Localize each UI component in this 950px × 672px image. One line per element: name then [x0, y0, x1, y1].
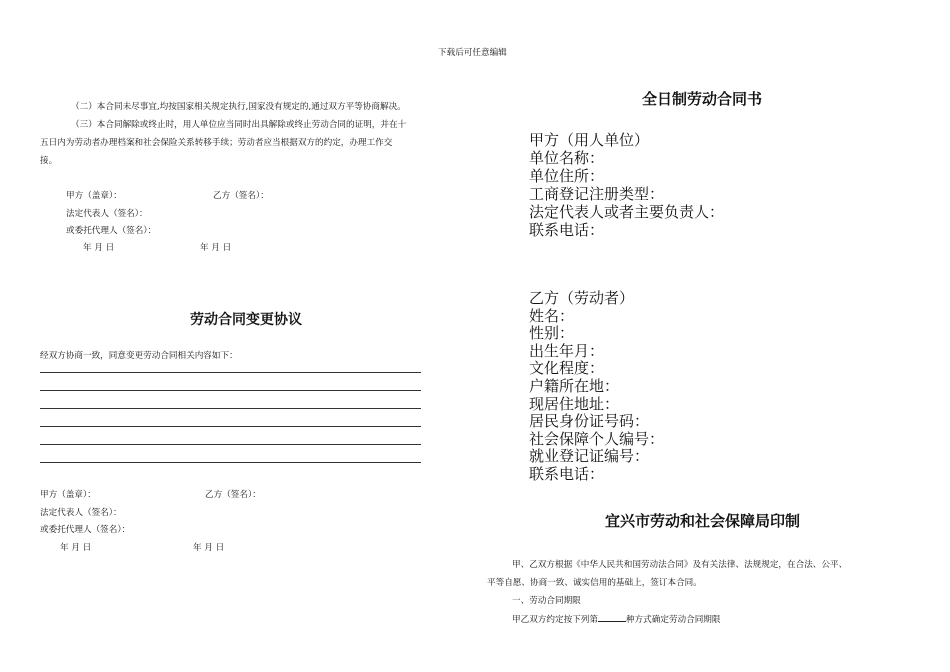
section-1-heading: 一、劳动合同期限 [512, 596, 581, 606]
employer-field: 法定代表人或者主要负责人： [529, 203, 725, 221]
employee-field: 出生年月： [529, 341, 605, 360]
employer-field: 单位住所： [529, 167, 605, 185]
blank-line [40, 372, 421, 373]
sign2-party-b: 乙方（签名）： [205, 490, 261, 500]
employee-field: 户籍所在地： [529, 376, 620, 395]
sign1-date-a: 年 月 日 [83, 243, 115, 253]
employer-block [529, 131, 724, 239]
employee-field: 文化程度： [529, 359, 605, 378]
blank-line [40, 444, 421, 445]
employee-field: 居民身份证号码： [529, 412, 650, 431]
term-blank [598, 612, 626, 622]
blank-line [40, 426, 421, 427]
sign2-party-a: 甲方（盖章）： [40, 490, 96, 500]
sign1-legal-rep: 法定代表人（签名）： [66, 209, 148, 219]
sign1-party-a: 甲方（盖章）： [66, 191, 122, 201]
employer-field: 工商登记注册类型： [529, 185, 665, 203]
employer-field: 联系电话： [529, 221, 605, 239]
clause-2: （二）本合同未尽事宜,均按国家相关规定执行,国家没有规定的,通过双方平等协商解决。 [71, 102, 406, 112]
sign1-date-b: 年 月 日 [200, 243, 232, 253]
employee-field: 联系电话： [529, 464, 605, 483]
blank-line [40, 390, 421, 391]
download-note: 下载后可任意编辑 [438, 48, 507, 58]
employee-block [529, 290, 664, 484]
sign2-agent: 或委托代理人（签名）： [40, 525, 131, 535]
employee-field: 性别： [529, 324, 575, 343]
employee-field: 姓名： [529, 306, 575, 325]
employee-heading: 乙方（劳动者） [529, 289, 635, 307]
employee-field: 社会保障个人编号： [529, 429, 665, 448]
term-sentence [512, 612, 721, 625]
clause-3-line-1: （三）本合同解除或终止时，用人单位应当同时出具解除或终止劳动合同的证明，并在十 [71, 120, 407, 130]
amendment-intro: 经双方协商一致，同意变更劳动合同相关内容如下： [40, 351, 238, 361]
employer-field: 单位名称： [529, 149, 605, 167]
printer-name: 宜兴市劳动和社会保障局印制 [605, 512, 801, 530]
sign1-agent: 或委托代理人（签名）： [66, 226, 157, 236]
amendment-title: 劳动合同变更协议 [190, 312, 302, 328]
employee-field: 就业登记证编号： [529, 447, 650, 466]
clause-3-line-2: 五日内为劳动者办理档案和社会保险关系转移手续；劳动者应当根据双方的约定，办理工作交 [40, 138, 393, 148]
preamble-line-1: 甲、乙双方根据《中华人民共和国劳动法合同》及有关法律、法规规定，在合法、公平、 [512, 560, 848, 570]
term-before: 甲乙双方约定按下列第 [512, 615, 598, 625]
sign2-date-b: 年 月 日 [193, 543, 225, 553]
blank-line [40, 462, 421, 463]
sign1-party-b: 乙方（签名）： [213, 191, 269, 201]
blank-line [40, 408, 421, 409]
term-after: 种方式确定劳动合同期限 [625, 615, 721, 625]
sign2-date-a: 年 月 日 [60, 543, 92, 553]
employer-heading: 甲方（用人单位） [529, 131, 650, 149]
clause-3-line-3: 接。 [40, 156, 58, 166]
contract-title: 全日制劳动合同书 [642, 90, 763, 108]
preamble-line-2: 平等自愿、协商一致、诚实信用的基础上，签订本合同。 [487, 578, 702, 588]
sign2-legal-rep: 法定代表人（签名）： [40, 508, 122, 518]
employee-field: 现居住地址： [529, 394, 620, 413]
